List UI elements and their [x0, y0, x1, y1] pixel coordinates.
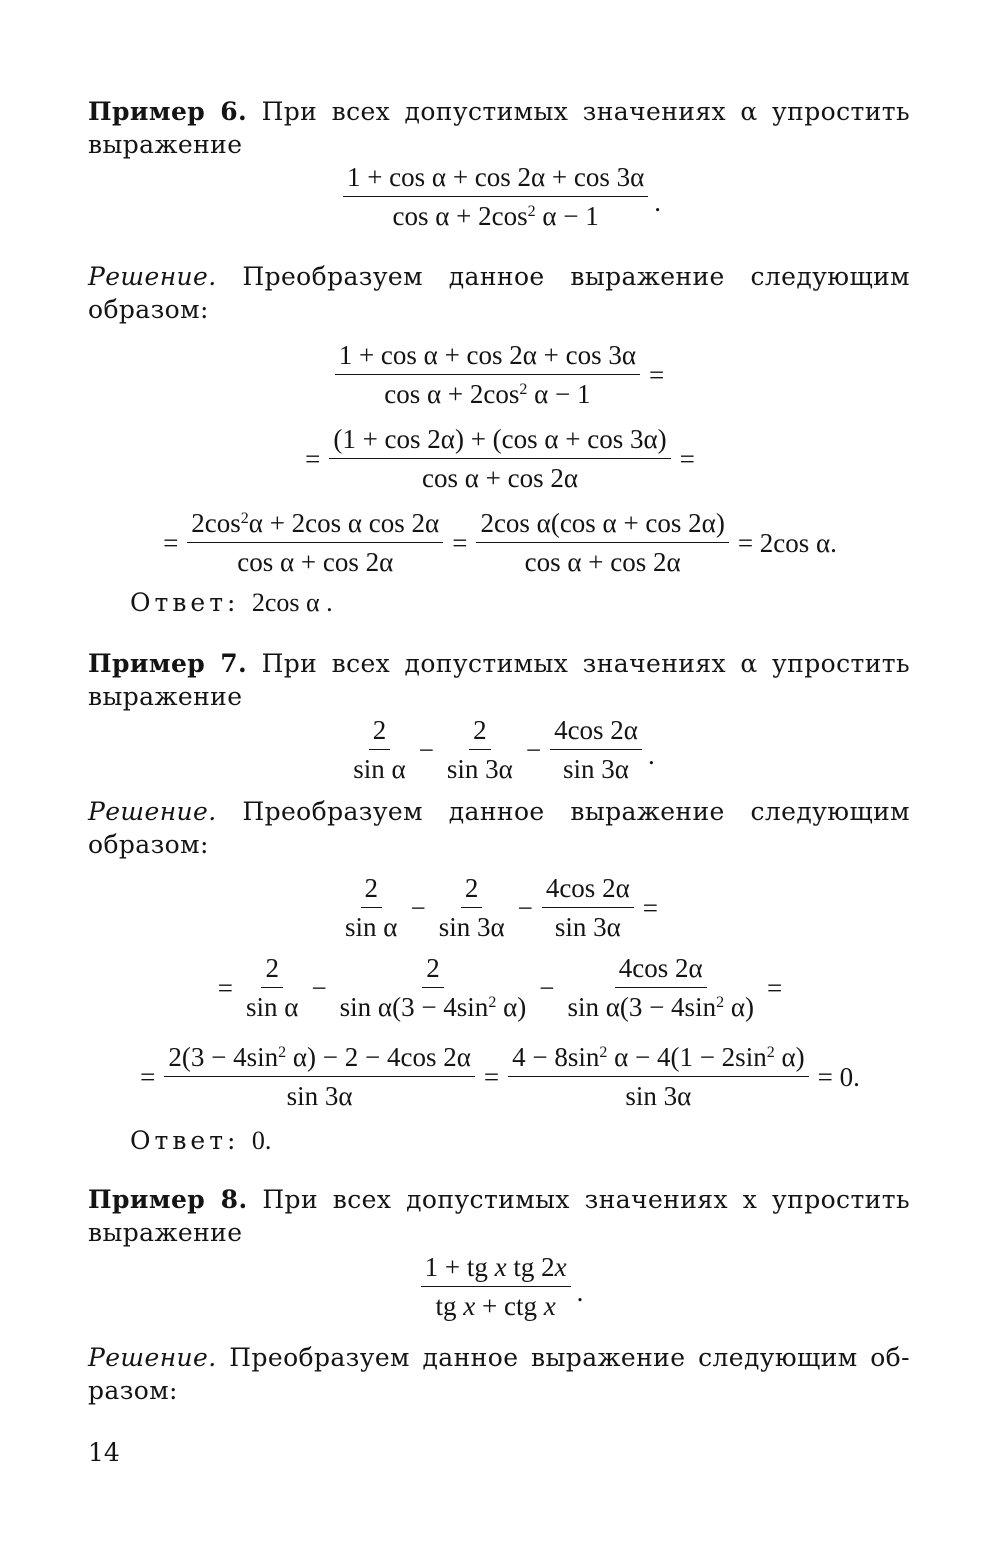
- example-7-text: При всех допустимых значениях α упростить: [261, 649, 910, 678]
- example-6-text-last: выражение: [88, 130, 243, 159]
- fraction: [335, 340, 640, 410]
- example-6-answer: [130, 588, 333, 618]
- fraction: $\frac{2}{\sin \alpha(3 - 4\sin^2 \alpha)}$: [339, 953, 527, 1022]
- answer-label: Ответ:: [130, 588, 240, 617]
- answer-value: 2cos α .: [251, 588, 333, 617]
- solution-label: Решение.: [88, 262, 217, 291]
- fraction: $\frac{\text{1 + tg x tg 2x}}{\text{tg x + ctg x}}$: [421, 1252, 571, 1322]
- numerator: (1 + cos 2α) + (cos α + cos 3α): [329, 424, 670, 459]
- example-6-expression: $\frac{\text{1 + cos α + cos 2α + cos 3α}}{\cos \alpha + 2\cos^2 \alpha - 1}$ .: [0, 162, 1000, 232]
- solution-text-last: образом:: [88, 830, 209, 859]
- denominator: cos α + cos 2α: [421, 463, 578, 493]
- example-8-expression: $\frac{\text{1 + tg x tg 2x}}{\text{tg x + ctg x}}$ .: [0, 1252, 1000, 1322]
- numerator: 1 + cos α + cos 2α + cos 3α: [343, 162, 648, 197]
- example-8-solution-intro: [88, 1341, 910, 1407]
- example-8-text: При всех допустимых значениях x упростить: [262, 1185, 910, 1214]
- example-6-step-2: = $\frac{\text{(1 + cos 2α) + (cos α + cos 3α)}}{\text{cos α + cos 2α}}$ =: [305, 424, 695, 493]
- fraction: $\frac{2}{\sin 3\alpha}$: [438, 873, 505, 942]
- example-7-step-2: = $\frac{2}{\text{sin α}}$ − $\frac{2}{\sin \alpha(3 - 4\sin^2 \alpha)}$ − $\frac{4\cos 2\alpha}{\sin \alpha(3 - 4\sin^2 \alpha)}$ =: [217, 953, 783, 1022]
- solution-text-last: образом:: [88, 295, 209, 324]
- example-6-step-1: $\frac{\text{1 + cos α + cos 2α + cos 3α}}{\cos \alpha + 2\cos^2 \alpha - 1}$ =: [0, 340, 1000, 410]
- solution-text: Преобразуем данное выражение следующим: [242, 797, 910, 826]
- example-7-solution-intro: [88, 795, 910, 861]
- page-number: 14: [88, 1438, 120, 1467]
- example-7-step-1: $\frac{2}{\text{sin α}}$ − $\frac{2}{\sin 3\alpha}$ − $\frac{4\cos 2\alpha}{\sin 3\alpha}$ =: [0, 873, 1000, 943]
- solution-label: Решение.: [88, 1343, 217, 1372]
- example-6-title: Пример 6.: [88, 97, 248, 126]
- fraction: [329, 424, 670, 494]
- solution-text: Преобразуем данное выражение следующим об-: [229, 1343, 910, 1372]
- solution-label: Решение.: [88, 797, 217, 826]
- result: = 2cos α.: [737, 527, 837, 558]
- example-6-solution-intro: [88, 260, 910, 326]
- fraction: $\frac{4 - 8\sin^2 \alpha - 4(1 - 2\sin^2 \alpha)}{\sin 3\alpha}$: [508, 1042, 809, 1112]
- fraction: [187, 508, 443, 578]
- solution-text: Преобразуем данное выражение следующим: [242, 262, 910, 291]
- example-7-title: Пример 7.: [88, 649, 248, 678]
- denominator: $\cos \alpha + 2\cos^2$ α − 1: [392, 201, 599, 231]
- example-7-answer: [130, 1126, 271, 1156]
- fraction: $\frac{2}{\text{sin α}}$: [246, 953, 299, 1022]
- denominator: cos α + cos 2α: [524, 547, 681, 577]
- fraction: $\frac{4\cos 2\alpha}{\sin 3\alpha}$: [542, 873, 634, 943]
- solution-text-last: разом:: [88, 1376, 178, 1405]
- example-7-step-3: = $\frac{2(3 - 4\sin^2 \alpha) - 2 - 4\cos 2\alpha}{\sin 3\alpha}$ = $\frac{4 - 8\sin^2 \alpha - 4(1 - 2\sin^2 \alpha)}{\sin 3\alpha}$ = 0.: [140, 1042, 860, 1111]
- denominator: $\cos \alpha + 2\cos^2$ α − 1: [384, 379, 591, 409]
- numerator: $2\cos^2\alpha + 2\cos$ α cos 2α: [187, 508, 443, 543]
- fraction: $\frac{4\cos 2\alpha}{\sin 3\alpha}$: [550, 715, 642, 785]
- example-7-statement: [88, 647, 910, 713]
- fraction: [343, 162, 648, 232]
- example-6-step-3: = $\frac{2\cos^2\alpha + 2\cos \alpha \cos 2\alpha}{\text{cos α + cos 2α}}$ = $\frac{\text{2cos α(cos α + cos 2α)}}{\text{cos α + cos 2α}}$ = 2cos α.: [163, 508, 837, 577]
- fraction: [476, 508, 728, 578]
- answer-value: 0.: [251, 1126, 272, 1155]
- example-8-title: Пример 8.: [88, 1185, 248, 1214]
- answer-label: Ответ:: [130, 1126, 240, 1155]
- example-8-text-last: выражение: [88, 1218, 243, 1247]
- example-6-text: При всех допустимых значениях α упростить: [261, 97, 910, 126]
- numerator: 2cos α(cos α + cos 2α): [476, 508, 728, 543]
- fraction: $\frac{2}{\text{sin α}}$: [353, 715, 406, 784]
- example-8-statement: [88, 1183, 910, 1249]
- numerator: 1 + cos α + cos 2α + cos 3α: [335, 340, 640, 375]
- example-7-text-last: выражение: [88, 682, 243, 711]
- fraction: $\frac{2}{\text{sin α}}$: [345, 873, 398, 942]
- fraction: $\frac{4\cos 2\alpha}{\sin \alpha(3 - 4\sin^2 \alpha)}$: [567, 953, 754, 1022]
- example-6-statement: [88, 95, 910, 161]
- fraction: $\frac{2(3 - 4\sin^2 \alpha) - 2 - 4\cos 2\alpha}{\sin 3\alpha}$: [164, 1042, 474, 1112]
- fraction: $\frac{2}{\sin 3\alpha}$: [446, 715, 513, 784]
- example-7-expression: $\frac{2}{\text{sin α}}$ − $\frac{2}{\sin 3\alpha}$ − $\frac{4\cos 2\alpha}{\sin 3\alpha}$ .: [0, 715, 1000, 785]
- denominator: cos α + cos 2α: [237, 547, 394, 577]
